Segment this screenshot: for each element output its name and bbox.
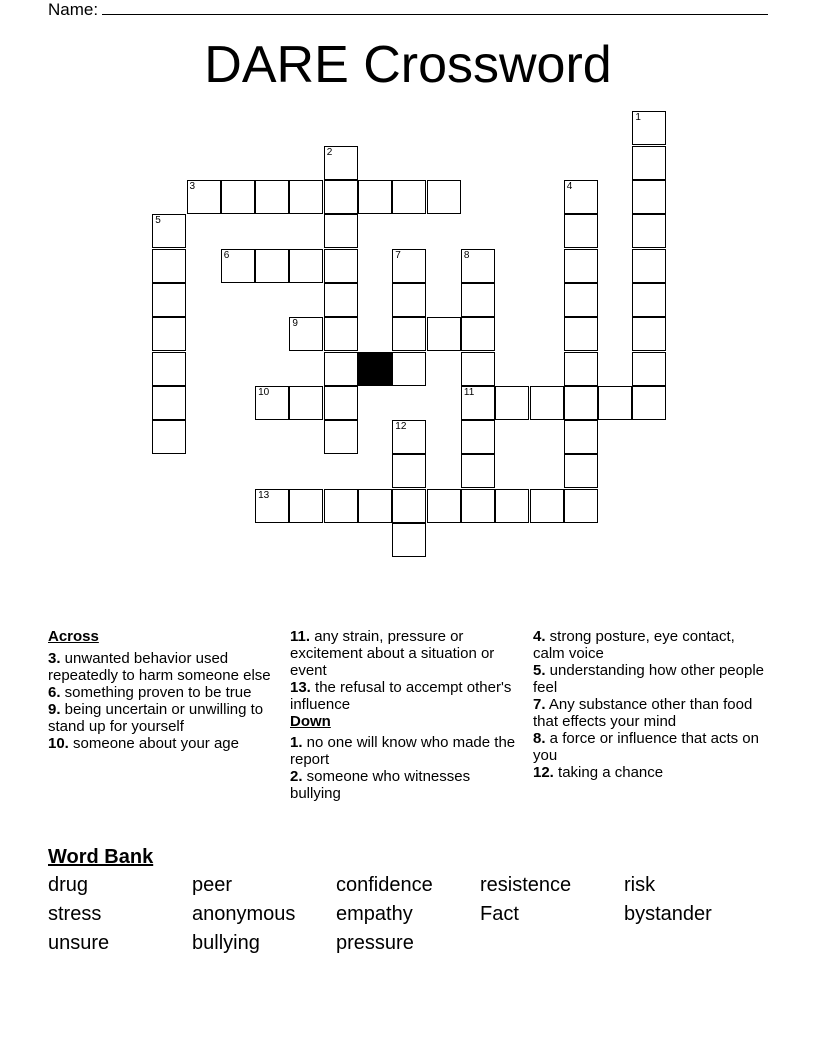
clue-number: 4: [566, 181, 573, 192]
clue-text: someone who witnesses bullying: [290, 768, 471, 802]
grid-cell[interactable]: [255, 386, 289, 420]
grid-cell[interactable]: [221, 249, 255, 283]
clue-text: something proven to be true: [60, 684, 252, 701]
grid-cell[interactable]: [392, 489, 426, 523]
grid-cell[interactable]: [152, 249, 186, 283]
grid-cell[interactable]: [495, 489, 529, 523]
clue-text: any strain, pressure or excitement about a situation or event: [290, 628, 495, 679]
grid-cell[interactable]: [564, 249, 598, 283]
clue-number: 7: [395, 249, 401, 261]
word-bank-item: risk: [624, 874, 656, 896]
grid-cell[interactable]: [632, 111, 666, 145]
grid-cell[interactable]: [392, 180, 426, 214]
word-bank-item: resistence: [480, 874, 572, 896]
clue-item: [48, 735, 280, 752]
clue-number: 11.: [290, 628, 311, 645]
grid-cell[interactable]: [221, 180, 255, 214]
clue-number: 12.: [533, 764, 554, 781]
word-bank-item: peer: [192, 874, 233, 896]
clue-item: [533, 696, 765, 730]
grid-cell[interactable]: [324, 420, 358, 454]
clue-number: 13.: [290, 679, 311, 696]
clue-text: being uncertain or unwilling to stand up for yourself: [48, 701, 264, 735]
word-bank-item: anonymous: [192, 903, 296, 925]
grid-cell[interactable]: [324, 317, 358, 351]
grid-cell[interactable]: [187, 180, 221, 214]
clue-text: someone about your age: [68, 735, 239, 752]
name-label: Name:: [48, 0, 99, 19]
grid-cell[interactable]: [564, 352, 598, 386]
clue-number: 13: [258, 489, 270, 501]
clue-number: 10.: [48, 735, 69, 752]
grid-cell[interactable]: [324, 489, 358, 523]
word-bank-item: confidence: [336, 874, 433, 896]
clue-number: 5.: [533, 662, 546, 679]
grid-cell[interactable]: [152, 214, 186, 248]
word-bank-title: Word Bank: [48, 846, 154, 868]
word-bank-item: unsure: [48, 932, 110, 954]
clue-text: a force or influence that acts on you: [533, 730, 759, 764]
clue-item: [48, 684, 280, 701]
clue-number: 8: [463, 249, 470, 261]
grid-cell[interactable]: [152, 283, 186, 317]
clue-number: 2: [326, 146, 333, 158]
grid-cell[interactable]: [392, 249, 426, 283]
grid-cell[interactable]: [324, 386, 358, 420]
clue-item: [533, 764, 765, 781]
grid-cell[interactable]: [461, 249, 495, 283]
word-bank-item: drug: [48, 874, 89, 896]
word-bank-item: bullying: [192, 932, 260, 954]
clue-number: 1.: [290, 734, 303, 751]
down-header: Down: [290, 713, 331, 730]
clue-number: 3: [189, 181, 196, 192]
grid-cell[interactable]: [632, 249, 666, 283]
grid-cell[interactable]: [324, 214, 358, 248]
grid-cell[interactable]: [152, 386, 186, 420]
grid-cell[interactable]: [495, 386, 529, 420]
clue-number: 1: [635, 112, 641, 124]
grid-cell[interactable]: [632, 352, 666, 386]
grid-cell[interactable]: [461, 283, 495, 317]
grid-cell[interactable]: [530, 386, 564, 420]
black-cell: [358, 352, 392, 386]
clue-number: 6.: [48, 684, 61, 701]
grid-cell[interactable]: [392, 420, 426, 454]
grid-cell[interactable]: [564, 317, 598, 351]
grid-cell[interactable]: [324, 249, 358, 283]
clue-number: 5: [155, 215, 161, 227]
grid-cell[interactable]: [289, 249, 323, 283]
grid-cell[interactable]: [564, 454, 598, 488]
grid-cell[interactable]: [598, 386, 632, 420]
grid-cell[interactable]: [427, 489, 461, 523]
clue-number: 9: [292, 318, 298, 330]
grid-cell[interactable]: [324, 146, 358, 180]
grid-cell[interactable]: [461, 420, 495, 454]
clue-item: [533, 662, 765, 696]
grid-cell[interactable]: [289, 386, 323, 420]
word-bank-item: stress: [48, 903, 102, 925]
grid-cell[interactable]: [392, 454, 426, 488]
clue-text: Any substance other than food that effects your mind: [533, 696, 753, 730]
clue-item: [48, 650, 280, 684]
grid-cell[interactable]: [358, 180, 392, 214]
grid-cell[interactable]: [564, 420, 598, 454]
grid-cell[interactable]: [392, 523, 426, 557]
clue-text: taking a chance: [553, 764, 664, 781]
grid-cell[interactable]: [289, 489, 323, 523]
grid-cell[interactable]: [564, 283, 598, 317]
clues-column-2: [290, 628, 522, 802]
across-header: Across: [48, 628, 99, 645]
grid-cell[interactable]: [564, 489, 598, 523]
clues-column-3: [533, 628, 765, 781]
clue-number: 6: [223, 249, 230, 261]
clue-item: [290, 679, 522, 713]
grid-cell[interactable]: [461, 386, 495, 420]
clue-number: 10: [258, 386, 270, 398]
clue-number: 2.: [290, 768, 303, 785]
clue-number: 3.: [48, 650, 61, 667]
grid-cell[interactable]: [564, 214, 598, 248]
clue-number: 12: [395, 421, 407, 433]
clue-number: 7.: [533, 696, 546, 713]
grid-cell[interactable]: [461, 317, 495, 351]
word-bank-item: empathy: [336, 903, 413, 925]
clue-number: 4.: [533, 628, 546, 645]
grid-cell[interactable]: [255, 180, 289, 214]
grid-cell[interactable]: [289, 180, 323, 214]
grid-cell[interactable]: [632, 214, 666, 248]
grid-cell[interactable]: [564, 180, 598, 214]
clue-text: the refusal to accempt other's influence: [290, 679, 512, 713]
grid-cell[interactable]: [427, 317, 461, 351]
page-title: DARE Crossword: [204, 36, 612, 94]
grid-cell[interactable]: [427, 180, 461, 214]
grid-cell[interactable]: [324, 180, 358, 214]
word-bank-item: bystander: [624, 903, 712, 925]
grid-cell[interactable]: [632, 317, 666, 351]
clue-number: 11: [463, 386, 475, 398]
clue-item: [290, 628, 522, 679]
clue-item: [48, 701, 280, 735]
grid-cell[interactable]: [324, 283, 358, 317]
word-bank: [48, 873, 768, 955]
clue-text: no one will know who made the report: [290, 734, 516, 768]
clue-item: [290, 734, 522, 768]
grid-cell[interactable]: [324, 352, 358, 386]
grid-cell[interactable]: [564, 386, 598, 420]
grid-cell[interactable]: [255, 489, 289, 523]
grid-cell[interactable]: [461, 454, 495, 488]
grid-cell[interactable]: [461, 352, 495, 386]
grid-cell[interactable]: [530, 489, 564, 523]
clue-item: [533, 730, 765, 764]
clue-item: [290, 768, 522, 802]
clue-text: understanding how other people feel: [533, 662, 765, 696]
grid-cell[interactable]: [632, 146, 666, 180]
grid-cell[interactable]: [632, 283, 666, 317]
grid-cell[interactable]: [392, 352, 426, 386]
word-bank-item: Fact: [480, 903, 519, 925]
clue-number: 9.: [48, 701, 61, 718]
grid-cell[interactable]: [255, 249, 289, 283]
grid-cell[interactable]: [392, 317, 426, 351]
grid-cell[interactable]: [632, 180, 666, 214]
clue-text: unwanted behavior used repeatedly to harm someone else: [48, 650, 271, 684]
grid-cell[interactable]: [461, 489, 495, 523]
clue-number: 8.: [533, 730, 546, 747]
grid-cell[interactable]: [152, 317, 186, 351]
grid-cell[interactable]: [289, 317, 323, 351]
word-bank-item: pressure: [336, 932, 414, 954]
grid-cell[interactable]: [358, 489, 392, 523]
grid-cell[interactable]: [152, 420, 186, 454]
grid-cell[interactable]: [152, 352, 186, 386]
grid-cell[interactable]: [632, 386, 666, 420]
clues-column-1: [48, 628, 280, 752]
grid-cell[interactable]: [392, 283, 426, 317]
clue-text: strong posture, eye contact, calm voice: [533, 628, 735, 662]
clue-item: [533, 628, 765, 662]
